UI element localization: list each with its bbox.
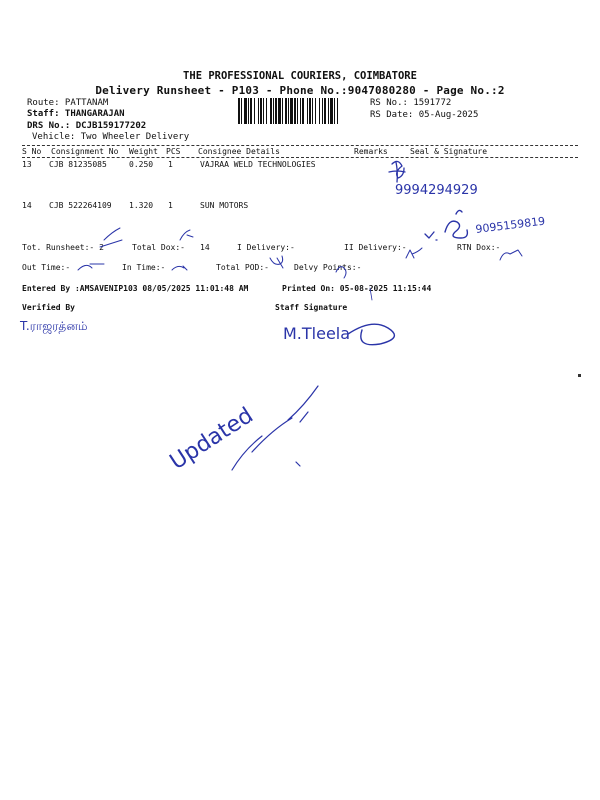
tick-mark-6 (172, 266, 187, 270)
rs-number: RS No.: 1591772 (370, 98, 452, 108)
row-1-sno: 13 (22, 160, 32, 169)
delvy-points-label: Delvy Points:- (294, 263, 362, 272)
tick-mark-2 (180, 230, 193, 240)
header-rule-bottom (22, 157, 578, 158)
col-header-remarks: Remarks (354, 147, 388, 156)
phone-number-2: 9095159819 (474, 214, 546, 236)
row-1-consignee: VAJRAA WELD TECHNOLOGIES (200, 160, 316, 169)
staff-label: Staff: THANGARAJAN (27, 109, 125, 119)
rtn-dox-label: RTN Dox:- (457, 243, 501, 252)
row-2-pcs: 1 (168, 201, 173, 210)
barcode-image (238, 98, 366, 124)
company-name: THE PROFESSIONAL COURIERS, COIMBATORE (183, 70, 417, 82)
runsheet-title: Delivery Runsheet - P103 - Phone No.:9047080280 - Page No.:2 (95, 84, 505, 97)
total-dox-label: Total Dox:- (132, 243, 185, 252)
in-time-label: In Time:- (122, 263, 166, 272)
phone-number-1: 9994294929 (395, 183, 478, 198)
i-delivery-label: I Delivery:- (237, 243, 295, 252)
tick-mark-7 (270, 256, 283, 268)
printed-on: Printed On: 05-08-2025 11:15:44 (282, 284, 432, 293)
row-1-consignment: CJB 81235085 (49, 160, 107, 169)
tick-mark-3 (406, 248, 422, 258)
note-scribble (232, 386, 318, 470)
updated-note: Updated (165, 403, 258, 476)
staff-signature-label: Staff Signature (275, 303, 348, 312)
vehicle-label: Vehicle: Two Wheeler Delivery (32, 132, 190, 142)
col-header-sno: S No (22, 147, 42, 156)
out-time-label: Out Time:- (22, 263, 71, 272)
col-header-weight: Weight (129, 147, 158, 156)
route-label: Route: PATTANAM (27, 98, 109, 108)
signature-flourish (348, 324, 394, 345)
row-2-sno: 14 (22, 201, 32, 210)
entered-by: Entered By :AMSAVENIP103 08/05/2025 11:01:48 AM (22, 284, 249, 293)
tick-mark-4 (500, 250, 522, 260)
total-dox-value: 14 (200, 243, 210, 252)
verifier-name: T.ராஜரத்னம் (20, 319, 88, 333)
signature-row-2 (425, 210, 467, 240)
col-header-pcs: PCS (166, 147, 181, 156)
total-pod-label: Total POD:- (216, 263, 269, 272)
row-2-consignment: CJB 522264109 (49, 201, 112, 210)
tot-runsheet: Tot. Runsheet:- 2 (22, 243, 104, 252)
row-2-consignee: SUN MOTORS (200, 201, 249, 210)
col-header-seal: Seal & Signature (410, 147, 488, 156)
verified-by-label: Verified By (22, 303, 75, 312)
row-1-pcs: 1 (168, 160, 173, 169)
scan-mark (578, 374, 581, 377)
ii-delivery-label: II Delivery:- (344, 243, 407, 252)
col-header-consignee: Consignee Details (198, 147, 280, 156)
header-rule-top (22, 145, 578, 146)
staff-signature: M.Tleela (283, 324, 351, 343)
rs-date: RS Date: 05-Aug-2025 (370, 110, 479, 120)
col-header-consignment: Consignment No (51, 147, 119, 156)
row-2-weight: 1.320 (129, 201, 154, 210)
tick-mark-5 (78, 264, 104, 270)
row-1-weight: 0.250 (129, 160, 154, 169)
seal-scribble-row-1 (389, 161, 405, 182)
drs-number: DRS No.: DCJB159177202 (27, 121, 147, 131)
